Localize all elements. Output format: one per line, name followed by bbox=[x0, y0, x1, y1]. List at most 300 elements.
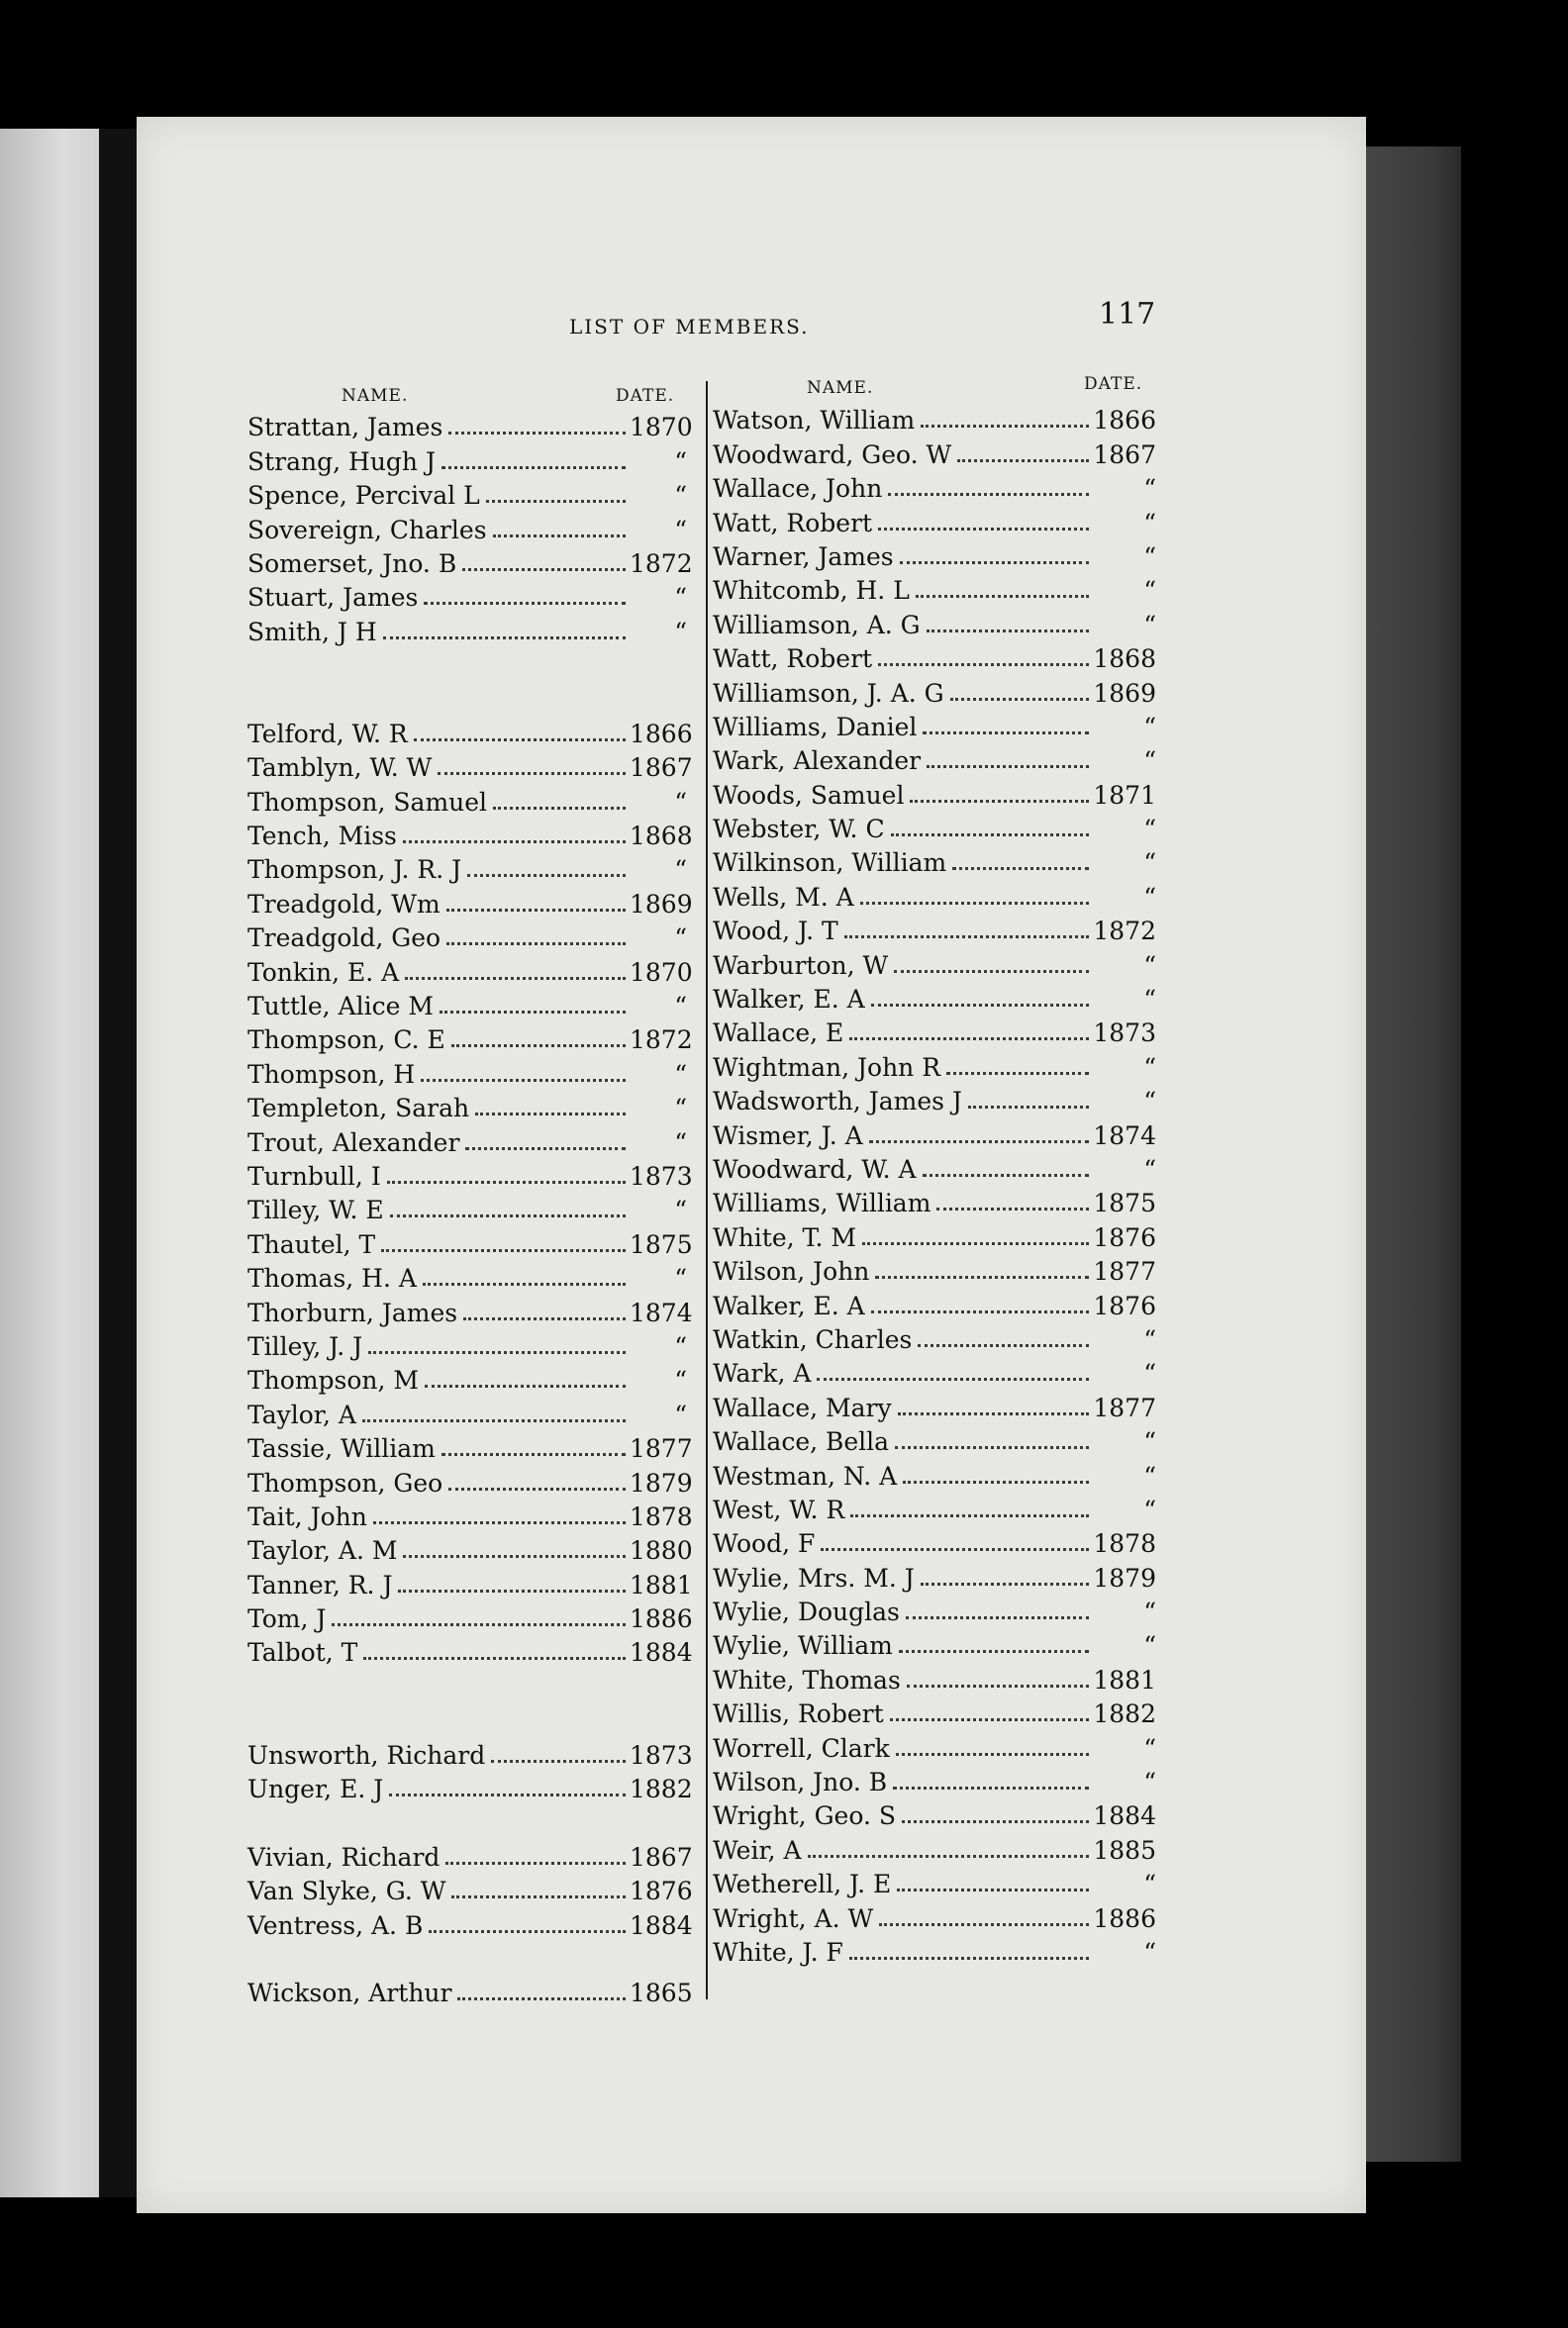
member-name: Wismer, J. A bbox=[713, 1120, 863, 1150]
member-name: Thompson, C. E bbox=[247, 1025, 445, 1055]
member-name: Westman, N. A bbox=[713, 1461, 898, 1491]
dot-leader bbox=[878, 528, 1089, 531]
dot-leader bbox=[891, 833, 1089, 836]
right-name-header: NAME. bbox=[807, 378, 874, 398]
member-name: Wilkinson, William bbox=[713, 848, 947, 878]
member-name: Tilley, J. J bbox=[247, 1331, 363, 1361]
dot-leader bbox=[896, 1753, 1089, 1756]
member-date: 1868 bbox=[630, 822, 693, 851]
member-entry bbox=[713, 1320, 1156, 1354]
dot-leader bbox=[875, 1276, 1089, 1279]
member-entry bbox=[713, 1796, 1156, 1830]
member-name: Wilson, Jno. B bbox=[713, 1768, 888, 1797]
dot-leader bbox=[890, 1718, 1089, 1721]
member-name: Van Slyke, G. W bbox=[247, 1877, 446, 1906]
member-entry bbox=[247, 1224, 693, 1259]
member-date: 1866 bbox=[1093, 406, 1156, 436]
member-entry bbox=[247, 1837, 693, 1872]
dot-leader bbox=[902, 1820, 1089, 1823]
member-name: Whitcomb, H. L bbox=[713, 576, 910, 606]
member-name: Thomas, H. A bbox=[247, 1264, 417, 1294]
member-entry bbox=[713, 1830, 1156, 1864]
member-name: Walker, E. A bbox=[713, 985, 865, 1015]
book-gutter bbox=[99, 129, 137, 2197]
member-name: Telford, W. R bbox=[247, 719, 408, 748]
member-name: Taylor, A. M bbox=[247, 1536, 398, 1566]
member-entry bbox=[713, 980, 1156, 1014]
member-date: 1878 bbox=[1093, 1529, 1156, 1559]
member-entry bbox=[713, 1082, 1156, 1116]
member-date: 1869 bbox=[1093, 678, 1156, 708]
dot-leader bbox=[486, 500, 626, 503]
member-name: Wells, M. A bbox=[713, 882, 854, 912]
blank-row bbox=[247, 1803, 687, 1837]
member-name: White, T. M bbox=[713, 1222, 857, 1252]
member-date: “ bbox=[1143, 848, 1156, 878]
dot-leader bbox=[907, 1685, 1089, 1688]
member-entry bbox=[713, 401, 1156, 435]
dot-leader bbox=[451, 1044, 626, 1047]
member-entry bbox=[247, 1905, 693, 1940]
dot-leader bbox=[936, 1208, 1089, 1211]
member-name: Tuttle, Alice M bbox=[247, 992, 434, 1021]
dot-leader bbox=[927, 765, 1089, 768]
member-entry bbox=[713, 1150, 1156, 1184]
member-date: “ bbox=[1143, 1359, 1156, 1389]
member-date: “ bbox=[1143, 1495, 1156, 1524]
member-entry bbox=[713, 673, 1156, 707]
member-date: 1875 bbox=[630, 1229, 693, 1259]
member-name: White, Thomas bbox=[713, 1665, 901, 1695]
page-block-edge bbox=[1366, 146, 1461, 2162]
dot-leader bbox=[894, 970, 1089, 973]
member-entry bbox=[713, 843, 1156, 877]
dot-leader bbox=[927, 630, 1089, 632]
running-head: LIST OF MEMBERS. bbox=[569, 315, 810, 339]
member-entry bbox=[713, 1014, 1156, 1047]
dot-leader bbox=[429, 1930, 626, 1933]
member-date: “ bbox=[674, 1331, 687, 1361]
member-entry bbox=[713, 469, 1156, 503]
member-date: 1865 bbox=[630, 1979, 693, 2008]
member-entry bbox=[247, 1395, 687, 1428]
dot-leader bbox=[862, 1242, 1089, 1245]
member-name: Thautel, T bbox=[247, 1229, 376, 1259]
blank-row bbox=[247, 646, 687, 680]
right-member-list bbox=[713, 401, 1156, 1967]
member-name: Woodward, Geo. W bbox=[713, 439, 952, 469]
member-date: 1882 bbox=[630, 1775, 693, 1804]
dot-leader bbox=[403, 1555, 626, 1558]
member-entry bbox=[713, 537, 1156, 571]
member-date: 1873 bbox=[1093, 1018, 1156, 1048]
member-entry bbox=[713, 1524, 1156, 1558]
dot-leader bbox=[414, 738, 626, 741]
member-name: Watt, Robert bbox=[713, 644, 873, 674]
member-date: “ bbox=[1143, 541, 1156, 571]
member-date: 1866 bbox=[630, 719, 693, 748]
member-entry bbox=[247, 884, 693, 919]
member-date: “ bbox=[1143, 746, 1156, 776]
member-date: 1877 bbox=[630, 1434, 693, 1464]
member-name: Somerset, Jno. B bbox=[247, 548, 457, 578]
member-date: “ bbox=[674, 1094, 687, 1123]
member-name: Watkin, Charles bbox=[713, 1324, 913, 1354]
member-date: “ bbox=[674, 1127, 687, 1157]
member-entry bbox=[713, 1898, 1156, 1932]
member-entry bbox=[247, 1054, 687, 1088]
member-name: Vivian, Richard bbox=[247, 1842, 441, 1872]
dot-leader bbox=[491, 1760, 626, 1763]
member-entry bbox=[713, 1593, 1156, 1626]
member-name: Watt, Robert bbox=[713, 508, 873, 537]
member-date: “ bbox=[674, 992, 687, 1021]
member-name: Wilson, John bbox=[713, 1257, 870, 1287]
member-date: 1867 bbox=[630, 1842, 693, 1872]
member-name: Tassie, William bbox=[247, 1434, 436, 1464]
dot-leader bbox=[462, 568, 626, 571]
member-entry bbox=[713, 708, 1156, 741]
member-entry bbox=[247, 1600, 693, 1634]
member-entry bbox=[713, 912, 1156, 945]
dot-leader bbox=[475, 1113, 626, 1116]
member-name: Tonkin, E. A bbox=[247, 957, 400, 987]
dot-leader bbox=[383, 636, 626, 639]
member-entry bbox=[713, 435, 1156, 468]
member-name: Williamson, A. G bbox=[713, 610, 921, 639]
member-date: 1878 bbox=[630, 1502, 693, 1531]
member-entry bbox=[247, 408, 693, 442]
member-entry bbox=[247, 578, 687, 612]
member-name: Tom, J bbox=[247, 1604, 327, 1634]
member-date: “ bbox=[1143, 610, 1156, 639]
member-entry bbox=[713, 1491, 1156, 1524]
member-date: “ bbox=[1143, 985, 1156, 1015]
column-divider bbox=[706, 381, 708, 1999]
member-date: “ bbox=[674, 1366, 687, 1396]
dot-leader bbox=[423, 1283, 626, 1286]
dot-leader bbox=[440, 1011, 626, 1014]
member-date: 1871 bbox=[1093, 780, 1156, 810]
member-entry bbox=[247, 544, 693, 578]
member-date: 1872 bbox=[1093, 917, 1156, 946]
member-entry bbox=[247, 987, 687, 1020]
dot-leader bbox=[906, 1616, 1089, 1619]
member-entry bbox=[247, 1429, 693, 1464]
member-name: Wood, F bbox=[713, 1529, 816, 1559]
dot-leader bbox=[463, 1317, 626, 1320]
member-entry bbox=[247, 1157, 693, 1191]
member-entry bbox=[247, 1191, 687, 1224]
dot-leader bbox=[332, 1623, 626, 1626]
page-number: 117 bbox=[1099, 297, 1156, 332]
member-date: 1873 bbox=[630, 1161, 693, 1191]
member-date: “ bbox=[1143, 1768, 1156, 1797]
member-date: 1875 bbox=[1093, 1189, 1156, 1218]
member-entry bbox=[247, 1531, 693, 1566]
member-entry bbox=[713, 1695, 1156, 1728]
member-name: Taylor, A bbox=[247, 1400, 356, 1429]
member-entry bbox=[247, 748, 693, 783]
member-name: Wright, Geo. S bbox=[713, 1801, 896, 1831]
blank-row bbox=[247, 1701, 687, 1735]
dot-leader bbox=[373, 1521, 626, 1524]
dot-leader bbox=[493, 807, 626, 810]
member-name: Talbot, T bbox=[247, 1638, 358, 1668]
dot-leader bbox=[821, 1548, 1089, 1551]
dot-leader bbox=[421, 1079, 626, 1082]
member-date: “ bbox=[1143, 576, 1156, 606]
dot-leader bbox=[878, 663, 1089, 666]
member-name: Wightman, John R bbox=[713, 1052, 941, 1082]
member-entry bbox=[713, 605, 1156, 638]
dot-leader bbox=[817, 1378, 1089, 1381]
dot-leader bbox=[903, 1481, 1089, 1484]
member-entry bbox=[713, 1047, 1156, 1081]
member-entry bbox=[247, 1872, 693, 1906]
member-entry bbox=[247, 715, 693, 748]
member-name: Ventress, A. B bbox=[247, 1910, 424, 1940]
member-date: “ bbox=[674, 1196, 687, 1225]
dot-leader bbox=[879, 1923, 1089, 1926]
member-entry bbox=[247, 441, 687, 475]
member-name: Thompson, Geo bbox=[247, 1468, 443, 1498]
dot-leader bbox=[451, 1895, 626, 1898]
member-name: Wood, J. T bbox=[713, 917, 838, 946]
member-date: 1870 bbox=[630, 413, 693, 442]
member-name: Wylie, Douglas bbox=[713, 1598, 900, 1627]
member-name: Treadgold, Wm bbox=[247, 889, 441, 919]
member-date: 1879 bbox=[630, 1468, 693, 1498]
dot-leader bbox=[362, 1419, 626, 1422]
member-date: 1886 bbox=[1093, 1903, 1156, 1933]
member-date: “ bbox=[674, 583, 687, 613]
member-date: 1869 bbox=[630, 889, 693, 919]
member-entry bbox=[247, 1122, 687, 1156]
dot-leader bbox=[923, 731, 1089, 734]
member-date: 1877 bbox=[1093, 1393, 1156, 1422]
left-date-header: DATE. bbox=[616, 386, 675, 406]
member-name: Wallace, John bbox=[713, 474, 883, 504]
member-date: “ bbox=[1143, 1870, 1156, 1899]
member-date: 1874 bbox=[1093, 1120, 1156, 1150]
member-date: 1874 bbox=[630, 1298, 693, 1327]
member-name: Tanner, R. J bbox=[247, 1570, 393, 1600]
member-entry bbox=[247, 612, 687, 645]
dot-leader bbox=[446, 942, 626, 945]
member-name: Trout, Alexander bbox=[247, 1127, 460, 1157]
dot-leader bbox=[921, 425, 1089, 428]
member-name: Warburton, W bbox=[713, 950, 889, 980]
member-name: Walker, E. A bbox=[713, 1291, 865, 1320]
member-entry bbox=[713, 1763, 1156, 1796]
member-name: Thompson, H bbox=[247, 1059, 416, 1089]
dot-leader bbox=[898, 1412, 1089, 1415]
dot-leader bbox=[946, 1072, 1089, 1075]
member-name: Watson, William bbox=[713, 406, 916, 436]
member-date: “ bbox=[1143, 1087, 1156, 1116]
member-name: Warner, James bbox=[713, 541, 894, 571]
dot-leader bbox=[893, 1787, 1089, 1790]
member-entry bbox=[713, 1865, 1156, 1898]
member-entry bbox=[247, 1735, 693, 1770]
dot-leader bbox=[952, 867, 1089, 870]
member-name: Strattan, James bbox=[247, 413, 443, 442]
member-entry bbox=[247, 782, 687, 816]
member-date: “ bbox=[674, 855, 687, 885]
member-entry bbox=[713, 1626, 1156, 1660]
member-date: 1868 bbox=[1093, 644, 1156, 674]
member-date: “ bbox=[1143, 1154, 1156, 1184]
dot-leader bbox=[425, 1385, 626, 1388]
member-date: “ bbox=[1143, 1631, 1156, 1661]
member-name: Unsworth, Richard bbox=[247, 1740, 486, 1770]
member-name: Strang, Hugh J bbox=[247, 446, 437, 476]
dot-leader bbox=[390, 1214, 626, 1217]
member-name: Webster, W. C bbox=[713, 815, 885, 844]
member-entry bbox=[713, 1660, 1156, 1694]
dot-leader bbox=[493, 534, 626, 537]
member-date: “ bbox=[1143, 1733, 1156, 1763]
member-entry bbox=[247, 1770, 693, 1804]
left-name-header: NAME. bbox=[342, 386, 409, 406]
member-entry bbox=[247, 1327, 687, 1361]
dot-leader bbox=[446, 909, 626, 912]
member-date: 1881 bbox=[630, 1570, 693, 1600]
member-date: 1884 bbox=[1093, 1801, 1156, 1831]
member-date: 1886 bbox=[630, 1604, 693, 1634]
member-name: Willis, Robert bbox=[713, 1699, 884, 1729]
member-name: Woodward, W. A bbox=[713, 1154, 917, 1184]
dot-leader bbox=[860, 902, 1089, 905]
member-entry bbox=[713, 741, 1156, 775]
member-entry bbox=[247, 1974, 693, 2008]
member-name: Weir, A bbox=[713, 1835, 802, 1865]
dot-leader bbox=[368, 1351, 626, 1354]
member-entry bbox=[247, 1565, 693, 1600]
dot-leader bbox=[849, 1957, 1089, 1960]
member-entry bbox=[713, 1933, 1156, 1967]
member-entry bbox=[713, 810, 1156, 843]
dot-leader bbox=[910, 800, 1089, 803]
dot-leader bbox=[895, 1446, 1089, 1449]
member-date: “ bbox=[674, 515, 687, 544]
member-date: 1884 bbox=[630, 1910, 693, 1940]
member-name: Woods, Samuel bbox=[713, 780, 905, 810]
dot-leader bbox=[405, 977, 626, 980]
member-date: “ bbox=[1143, 712, 1156, 741]
member-name: Unger, E. J bbox=[247, 1775, 384, 1804]
member-name: Thorburn, James bbox=[247, 1298, 458, 1327]
dot-leader bbox=[445, 1862, 626, 1865]
member-entry bbox=[247, 817, 693, 851]
member-date: 1879 bbox=[1093, 1563, 1156, 1593]
member-entry bbox=[247, 1463, 693, 1498]
dot-leader bbox=[457, 1997, 626, 2000]
right-date-header: DATE. bbox=[1084, 374, 1143, 394]
dot-leader bbox=[916, 595, 1089, 598]
member-date: “ bbox=[1143, 1937, 1156, 1967]
member-name: Thompson, M bbox=[247, 1366, 420, 1396]
member-entry bbox=[713, 1422, 1156, 1456]
dot-leader bbox=[441, 1453, 626, 1456]
member-name: Stuart, James bbox=[247, 583, 419, 613]
member-date: 1872 bbox=[630, 1025, 693, 1055]
dot-leader bbox=[871, 1004, 1089, 1007]
member-date: “ bbox=[1143, 950, 1156, 980]
member-name: Wylie, Mrs. M. J bbox=[713, 1563, 915, 1593]
member-name: West, W. R bbox=[713, 1495, 845, 1524]
member-entry bbox=[713, 1388, 1156, 1421]
dot-leader bbox=[387, 1181, 626, 1184]
member-date: “ bbox=[674, 1400, 687, 1429]
member-name: Wark, A bbox=[713, 1359, 812, 1389]
member-entry bbox=[247, 510, 687, 543]
member-date: 1867 bbox=[1093, 439, 1156, 469]
member-name: White, J. F bbox=[713, 1937, 843, 1967]
member-date: “ bbox=[1143, 1052, 1156, 1082]
dot-leader bbox=[850, 1514, 1089, 1517]
member-date: 1876 bbox=[1093, 1291, 1156, 1320]
member-date: “ bbox=[1143, 815, 1156, 844]
dot-leader bbox=[849, 1037, 1089, 1040]
member-entry bbox=[713, 503, 1156, 536]
dot-leader bbox=[389, 1794, 626, 1796]
member-name: Tamblyn, W. W bbox=[247, 753, 433, 783]
member-date: 1876 bbox=[1093, 1222, 1156, 1252]
member-name: Wark, Alexander bbox=[713, 746, 922, 776]
member-date: 1884 bbox=[630, 1638, 693, 1668]
dot-leader bbox=[424, 602, 626, 605]
member-date: “ bbox=[674, 1059, 687, 1089]
member-date: 1867 bbox=[630, 753, 693, 783]
dot-leader bbox=[900, 561, 1089, 564]
member-date: 1885 bbox=[1093, 1835, 1156, 1865]
member-entry bbox=[713, 639, 1156, 673]
member-name: Williams, Daniel bbox=[713, 712, 918, 741]
member-name: Turnbull, I bbox=[247, 1161, 381, 1191]
previous-page-edge bbox=[0, 129, 107, 2197]
member-name: Wetherell, J. E bbox=[713, 1870, 892, 1899]
member-name: Wadsworth, James J bbox=[713, 1087, 962, 1116]
member-entry bbox=[713, 571, 1156, 605]
member-entry bbox=[247, 1633, 693, 1668]
member-name: Sovereign, Charles bbox=[247, 515, 487, 544]
dot-leader bbox=[921, 1583, 1089, 1586]
member-entry bbox=[247, 1293, 693, 1327]
left-member-list bbox=[247, 408, 693, 2008]
member-date: 1870 bbox=[630, 957, 693, 987]
member-date: “ bbox=[1143, 1324, 1156, 1354]
member-date: “ bbox=[674, 787, 687, 817]
member-date: “ bbox=[674, 923, 687, 953]
member-date: 1872 bbox=[630, 548, 693, 578]
member-date: “ bbox=[674, 617, 687, 646]
dot-leader bbox=[438, 772, 626, 775]
dot-leader bbox=[465, 1147, 626, 1150]
member-entry bbox=[247, 1259, 687, 1293]
member-name: Spence, Percival L bbox=[247, 481, 480, 511]
dot-leader bbox=[363, 1657, 626, 1660]
member-name: Wylie, William bbox=[713, 1631, 893, 1661]
member-entry bbox=[247, 1498, 693, 1531]
dot-leader bbox=[448, 1488, 626, 1491]
member-date: “ bbox=[674, 481, 687, 511]
member-name: Williams, William bbox=[713, 1189, 931, 1218]
dot-leader bbox=[950, 698, 1089, 701]
member-date: 1882 bbox=[1093, 1699, 1156, 1729]
member-date: 1881 bbox=[1093, 1665, 1156, 1695]
